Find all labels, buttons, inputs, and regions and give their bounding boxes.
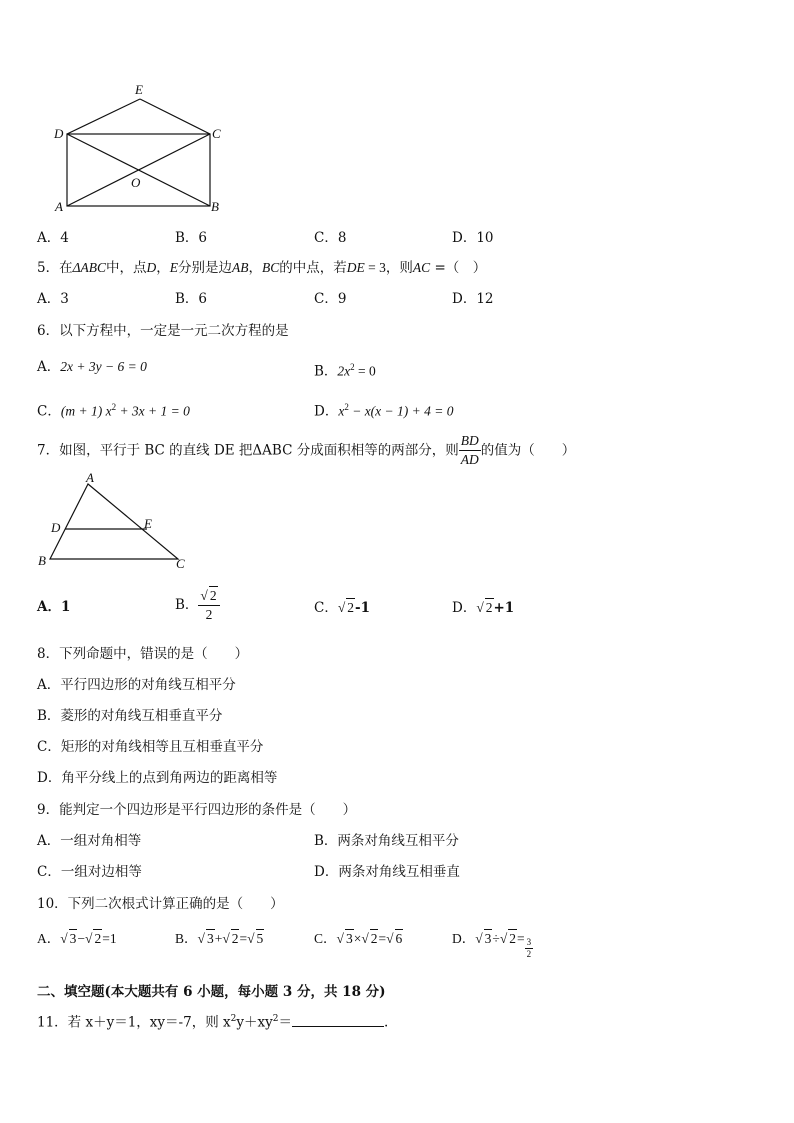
q7-option-b-fraction: $\frac{√ 2}{2}$ xyxy=(198,586,219,624)
q11-stem: 11．若 x＋y＝1，xy＝-7，则 $x^2y+xy^2=$ . xyxy=(37,1010,388,1032)
seg-de xyxy=(67,99,140,134)
label-b: B xyxy=(38,553,46,568)
q7-stem: 7．如图，平行于 BC 的直线 DE 把ΔABC 分成面积相等的两部分，则 $\frac{BD}{AD}$ 的值为（ ） xyxy=(37,433,576,467)
q7-option-d: D．√ 2+1 xyxy=(452,600,515,616)
q8-option-a: A．平行四边形的对角线互相平分 xyxy=(37,677,236,693)
q6-option-a: A．2x + 3y − 6 = 0 xyxy=(37,359,147,375)
q7-option-a: A．1 xyxy=(37,599,71,615)
q9-option-d: D．两条对角线互相垂直 xyxy=(314,864,460,880)
q5-option-d: D．12 xyxy=(452,291,494,307)
q10-option-d-fraction: $\frac{3}{2}$ xyxy=(526,937,532,959)
q9-option-a: A．一组对角相等 xyxy=(37,833,142,849)
q9-option-c: C．一组对边相等 xyxy=(37,864,142,880)
q8-option-b: B．菱形的对角线互相垂直平分 xyxy=(37,708,223,724)
q6-stem: 6．以下方程中，一定是一元二次方程的是 xyxy=(37,323,289,339)
q4-option-d: D．10 xyxy=(452,230,494,246)
q7-figure xyxy=(30,470,200,575)
q5-option-b: B．6 xyxy=(175,291,208,307)
label-c: C xyxy=(176,556,185,571)
q4-figure xyxy=(45,80,235,220)
q4-option-a: A．4 xyxy=(37,230,69,246)
label-o: O xyxy=(131,175,141,190)
q8-stem: 8．下列命题中，错误的是（ ） xyxy=(37,646,249,662)
q10-stem: 10．下列二次根式计算正确的是（ ） xyxy=(37,896,284,912)
q10-option-d: D．√ 3÷√ 2= $\frac{3}{2}$ xyxy=(452,931,532,959)
label-e: E xyxy=(135,82,143,97)
q10-option-a: A．√ 3−√ 2=1 xyxy=(37,931,117,946)
q10-option-c: C．√ 3×√ 2=√ 6 xyxy=(314,931,403,946)
q6-option-b: B．$2x^2 = 0$ xyxy=(314,362,376,380)
q9-stem: 9．能判定一个四边形是平行四边形的条件是（ ） xyxy=(37,802,357,818)
q11-answer-blank[interactable] xyxy=(292,1012,384,1027)
q5-option-c: C．9 xyxy=(314,291,347,307)
label-d: D xyxy=(54,126,64,141)
q5-stem: 5．在ΔABC中，点D，E分别是边AB，BC的中点，若DE = 3，则AC =（ ） xyxy=(37,260,487,276)
q8-option-c: C．矩形的对角线相等且互相垂直平分 xyxy=(37,739,264,755)
label-c: C xyxy=(212,126,221,141)
q9-option-b: B．两条对角线互相平分 xyxy=(314,833,459,849)
section-heading: 二、填空题(本大题共有 6 小题，每小题 3 分，共 18 分) xyxy=(37,984,386,1000)
q7-option-c: C．√ 2-1 xyxy=(314,600,371,616)
label-a: A xyxy=(55,199,63,214)
q6-option-c: C．(m + 1) $x^2 + 3x + 1 = 0$ xyxy=(37,402,190,420)
seg-ec xyxy=(140,99,210,134)
label-b: B xyxy=(211,199,219,214)
q4-option-b: B．6 xyxy=(175,230,208,246)
q4-option-c: C．8 xyxy=(314,230,347,246)
q10-option-b: B．√ 3+√ 2=√ 5 xyxy=(175,931,264,946)
q8-option-d: D．角平分线上的点到角两边的距离相等 xyxy=(37,770,278,786)
q7-option-b: B． $\frac{√ 2}{2}$ xyxy=(175,586,220,624)
label-a: A xyxy=(86,470,94,485)
q6-option-d: D．$x^2 - x(x - 1) + 4 = 0$ xyxy=(314,402,454,420)
q7-fraction: $\frac{BD}{AD}$ xyxy=(460,433,479,467)
label-e: E xyxy=(144,516,152,531)
triangle-abc xyxy=(50,484,178,559)
q5-option-a: A．3 xyxy=(37,291,69,307)
label-d: D xyxy=(51,520,61,535)
